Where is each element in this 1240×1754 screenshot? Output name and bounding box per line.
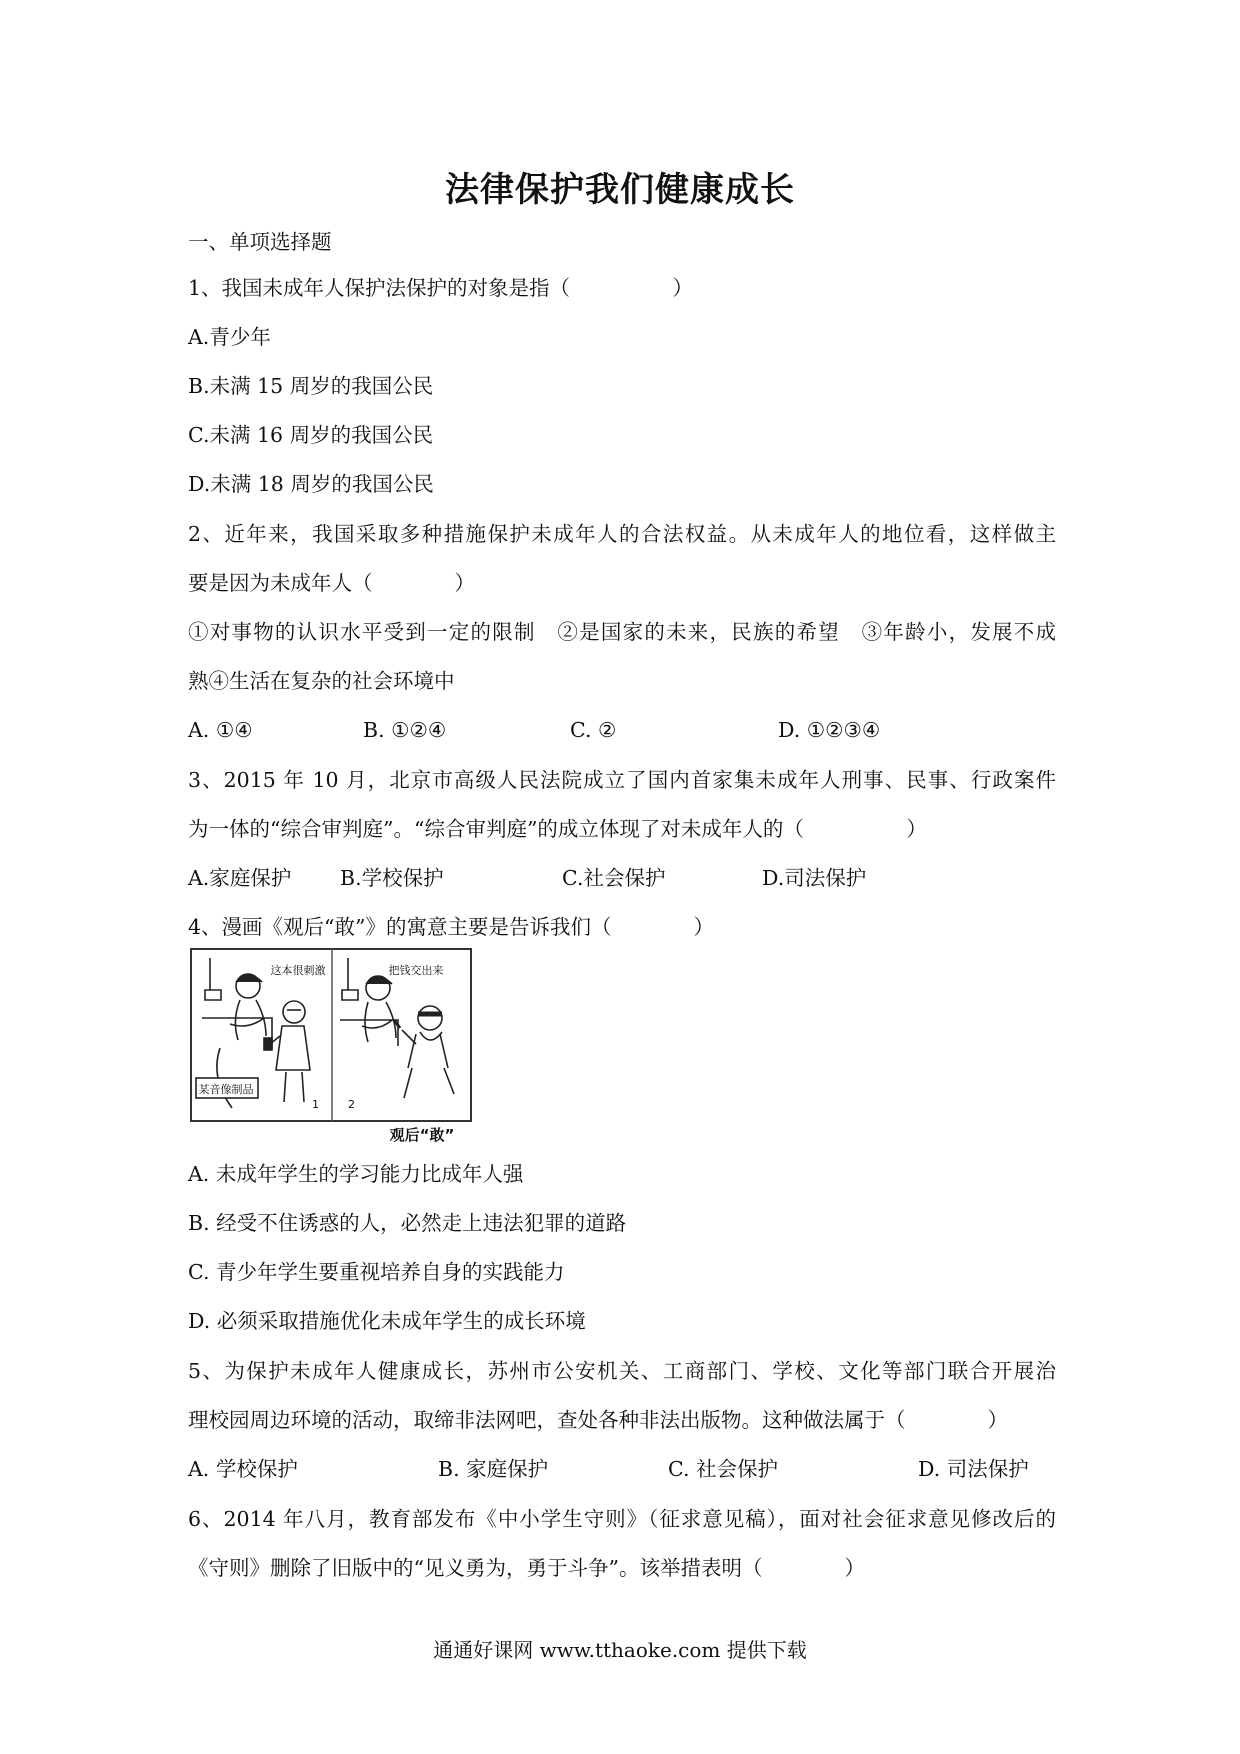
question-1-stem: 1、我国未成年人保护法保护的对象是指（ ） — [188, 276, 694, 300]
question-2-statements-line-2: 熟④生活在复杂的社会环境中 — [188, 669, 455, 693]
question-2-option-b: B. ①②④ — [363, 718, 447, 742]
question-4-option-c: C. 青少年学生要重视培养自身的实践能力 — [188, 1260, 565, 1284]
question-2-stem-line-1: 2、近年来，我国采取多种措施保护未成年人的合法权益。从未成年人的地位看，这样做主 — [188, 522, 1056, 546]
question-2-option-d: D. ①②③④ — [778, 718, 881, 742]
cartoon-panel-1-bubble: 这本很刺激 — [270, 964, 326, 977]
question-5-option-d: D. 司法保护 — [918, 1457, 1029, 1481]
question-2-option-c: C. ② — [570, 718, 617, 742]
question-2-stem-line-2: 要是因为未成年人（ ） — [188, 571, 475, 595]
question-5-option-a: A. 学校保护 — [188, 1457, 298, 1481]
cartoon-panel-1-number: 1 — [312, 1098, 319, 1111]
question-4-option-a: A. 未成年学生的学习能力比成年人强 — [188, 1162, 524, 1186]
page-footer: 通通好课网 www.tthaoke.com 提供下载 — [433, 1638, 807, 1662]
page-title: 法律保护我们健康成长 — [445, 170, 795, 210]
question-1-option-d: D.未满 18 周岁的我国公民 — [188, 472, 434, 496]
question-5-stem-line-1: 5、为保护未成年人健康成长，苏州市公安机关、工商部门、学校、文化等部门联合开展治 — [188, 1359, 1056, 1383]
question-1-option-b: B.未满 15 周岁的我国公民 — [188, 374, 434, 398]
question-3-stem-line-2: 为一体的“综合审判庭”。“综合审判庭”的成立体现了对未成年人的（ ） — [188, 817, 927, 841]
question-6-stem-line-2: 《守则》删除了旧版中的“见义勇为，勇于斗争”。该举措表明（ ） — [188, 1556, 865, 1580]
question-5-option-c: C. 社会保护 — [668, 1457, 778, 1481]
question-3-option-a: A.家庭保护 — [188, 866, 292, 890]
question-6-stem-line-1: 6、2014 年八月，教育部发布《中小学生守则》（征求意见稿），面对社会征求意见修改后的 — [188, 1507, 1056, 1531]
question-1-option-c: C.未满 16 周岁的我国公民 — [188, 423, 434, 447]
question-3-option-d: D.司法保护 — [762, 866, 867, 890]
question-4-option-d: D. 必须采取措施优化未成年学生的成长环境 — [188, 1309, 586, 1333]
question-3-stem-line-1: 3、2015 年 10 月，北京市高级人民法院成立了国内首家集未成年人刑事、民事、行政案件 — [188, 768, 1056, 792]
cartoon-caption: 观后“敢” — [389, 1126, 455, 1144]
question-4-stem: 4、漫画《观后“敢”》的寓意主要是告诉我们（ ） — [188, 915, 715, 939]
cartoon-panel-1-sign: 某音像制品 — [198, 1083, 254, 1096]
question-2-option-a: A. ①④ — [188, 718, 253, 742]
section-heading: 一、单项选择题 — [188, 230, 332, 254]
cartoon-illustration — [190, 948, 472, 1144]
question-3-option-b: B.学校保护 — [340, 866, 444, 890]
question-2-statements-line-1: ①对事物的认识水平受到一定的限制 ②是国家的未来，民族的希望 ③年龄小，发展不成 — [188, 620, 1056, 644]
cartoon-panel-2-bubble: 把钱交出来 — [388, 964, 444, 977]
cartoon-panel-2-number: 2 — [348, 1098, 355, 1111]
question-5-stem-line-2: 理校园周边环境的活动，取缔非法网吧，查处各种非法出版物。这种做法属于（ ） — [188, 1408, 1008, 1432]
question-1-option-a: A.青少年 — [188, 325, 271, 349]
question-5-option-b: B. 家庭保护 — [438, 1457, 549, 1481]
question-4-option-b: B. 经受不住诱惑的人，必然走上违法犯罪的道路 — [188, 1211, 627, 1235]
question-3-option-c: C.社会保护 — [562, 866, 666, 890]
